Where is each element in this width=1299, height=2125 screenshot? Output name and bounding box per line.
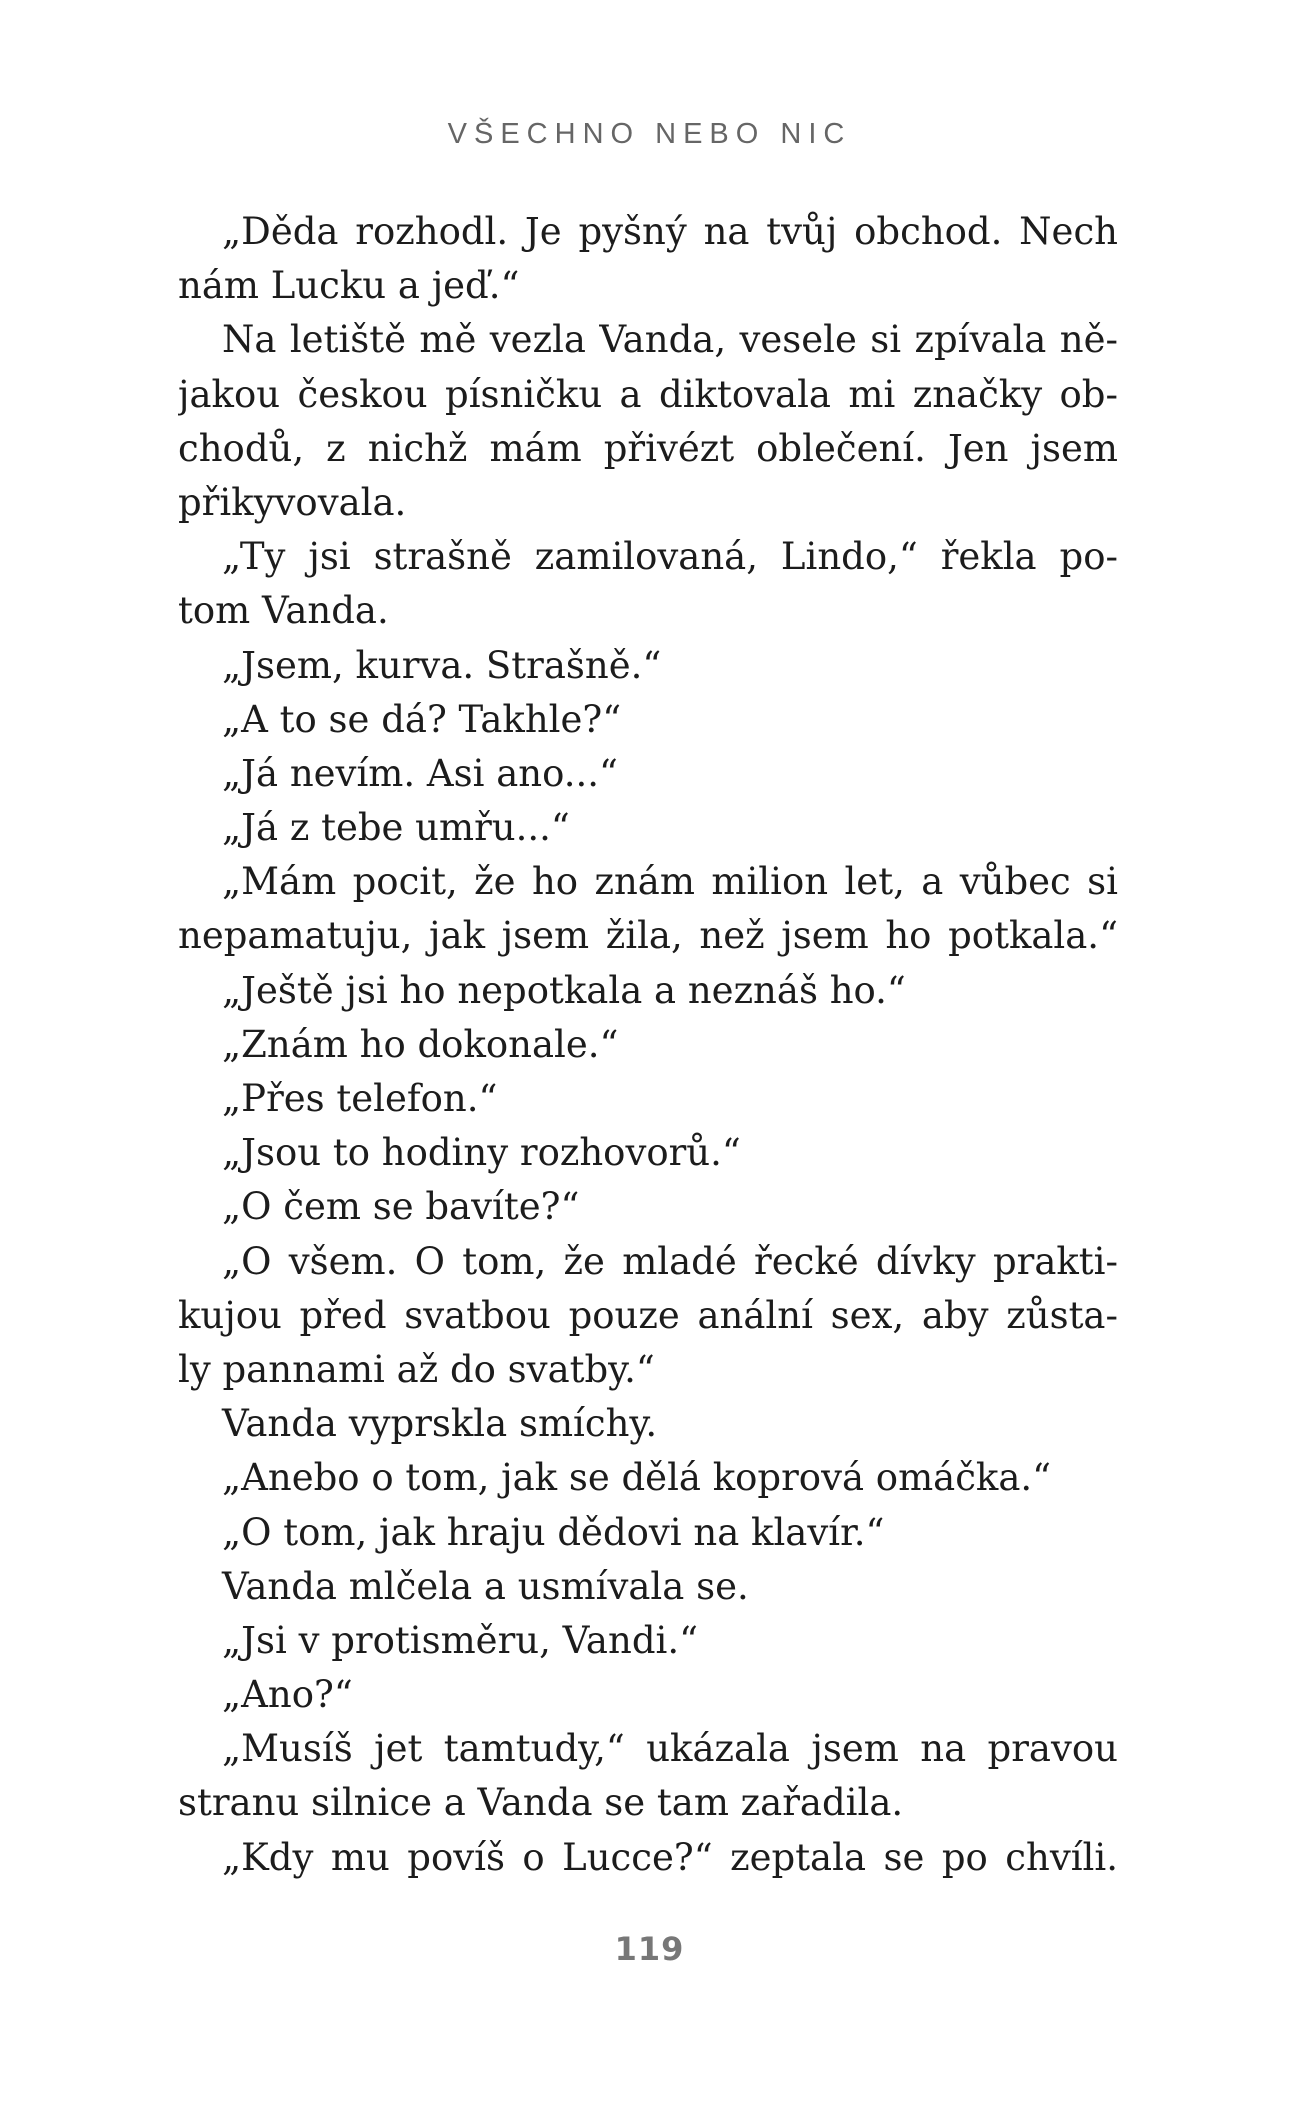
text-line: „Přes telefon.“: [222, 1077, 498, 1120]
text-line: „O čem se bavíte?“: [222, 1185, 580, 1229]
text-line: tom Vanda.: [178, 589, 389, 633]
text-line: „Děda rozhodl. Je pyšný na tvůj obchod. Nech: [222, 210, 1118, 253]
text-line: „Musíš jet tamtudy,“ ukázala jsem na pravou: [222, 1727, 1118, 1771]
text-line: „O všem. O tom, že mladé řecké dívky prakti-: [222, 1239, 1118, 1283]
page-number: 119: [614, 1930, 685, 1968]
text-line: Vanda vyprskla smíchy.: [222, 1402, 658, 1446]
running-head: VŠECHNO NEBO NIC: [447, 118, 852, 150]
text-line: nepamatuju, jak jsem žila, než jsem ho potkala.“: [178, 914, 1118, 958]
text-line: „Jsou to hodiny rozhovorů.“: [222, 1131, 741, 1175]
text-line: „Mám pocit, že ho znám milion let, a vůbec si: [222, 860, 1118, 904]
text-line: „Ty jsi strašně zamilovaná, Lindo,“ řekla po-: [222, 535, 1118, 579]
text-line: přikyvovala.: [178, 480, 407, 524]
text-line: „Znám ho dokonale.“: [222, 1022, 619, 1066]
text-line: ly pannami až do svatby.“: [178, 1347, 655, 1391]
text-line: Vanda mlčela a usmívala se.: [222, 1564, 749, 1608]
text-line: „Ano?“: [222, 1673, 353, 1717]
text-line: „Ještě jsi ho nepotkala a neznáš ho.“: [222, 968, 906, 1012]
text-line: chodů, z nichž mám přivézt oblečení. Jen jsem: [178, 426, 1118, 470]
text-line: „Anebo o tom, jak se dělá koprová omáčka.“: [222, 1456, 1052, 1500]
text-line: „Já nevím. Asi ano...“: [222, 751, 618, 795]
text-line: kujou před svatbou pouze anální sex, aby zůsta-: [178, 1293, 1118, 1337]
body-text: [178, 205, 1118, 1885]
text-line: „Kdy mu povíš o Lucce?“ zeptala se po chvíli.: [222, 1835, 1118, 1879]
text-line: nám Lucku a jeď.“: [178, 264, 520, 308]
text-line: „A to se dá? Takhle?“: [222, 697, 622, 741]
text-line: „Jsi v protisměru, Vandi.“: [222, 1618, 699, 1662]
text-line: „Jsem, kurva. Strašně.“: [222, 643, 662, 687]
text-line: jakou českou písničku a diktovala mi značky ob-: [178, 372, 1118, 416]
text-line: stranu silnice a Vanda se tam zařadila.: [178, 1781, 904, 1825]
text-line: Na letiště mě vezla Vanda, vesele si zpívala ně-: [222, 318, 1118, 362]
text-line: „O tom, jak hraju dědovi na klavír.“: [222, 1510, 885, 1554]
text-line: „Já z tebe umřu...“: [222, 806, 570, 850]
